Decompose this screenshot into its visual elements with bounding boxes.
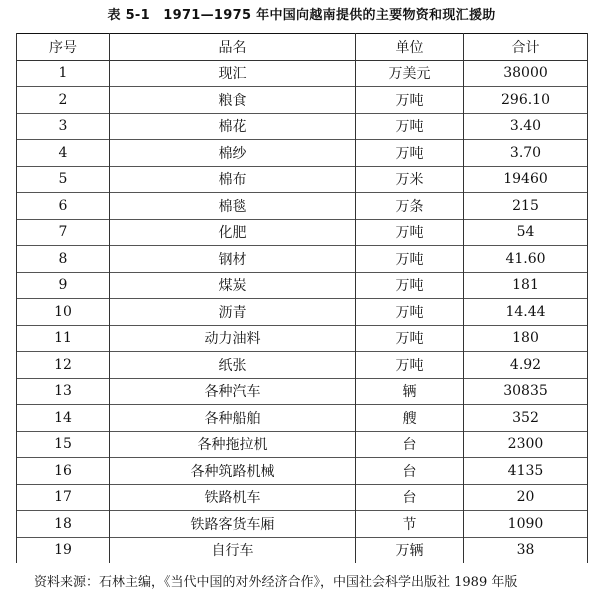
cell-index: 16 bbox=[17, 458, 110, 485]
table-row bbox=[17, 166, 588, 193]
cell-item-name: 动力油料 bbox=[110, 325, 356, 352]
cell-total: 181 bbox=[464, 272, 588, 299]
cell-item-name: 沥青 bbox=[110, 299, 356, 326]
cell-unit: 万辆 bbox=[356, 537, 464, 563]
cell-item-name: 钢材 bbox=[110, 246, 356, 273]
cell-item-name: 棉布 bbox=[110, 166, 356, 193]
table-row bbox=[17, 299, 588, 326]
cell-item-name: 各种筑路机械 bbox=[110, 458, 356, 485]
cell-unit: 万米 bbox=[356, 166, 464, 193]
source-footnote: 资料来源：石林主编，《当代中国的对外经济合作》，中国社会科学出版社 1989 年版 bbox=[34, 575, 518, 590]
cell-unit: 万吨 bbox=[356, 325, 464, 352]
table-row bbox=[17, 193, 588, 220]
table-row bbox=[17, 113, 588, 140]
cell-unit: 万吨 bbox=[356, 140, 464, 167]
header-item-name: 品名 bbox=[110, 34, 356, 61]
cell-unit: 万吨 bbox=[356, 272, 464, 299]
cell-index: 12 bbox=[17, 352, 110, 379]
cell-index: 1 bbox=[17, 60, 110, 87]
cell-index: 6 bbox=[17, 193, 110, 220]
cell-total: 38 bbox=[464, 537, 588, 563]
cell-index: 2 bbox=[17, 87, 110, 114]
cell-index: 8 bbox=[17, 246, 110, 273]
cell-index: 13 bbox=[17, 378, 110, 405]
cell-index: 7 bbox=[17, 219, 110, 246]
cell-unit: 万吨 bbox=[356, 246, 464, 273]
cell-total: 4135 bbox=[464, 458, 588, 485]
cell-index: 18 bbox=[17, 511, 110, 538]
table-header-row bbox=[17, 34, 588, 61]
cell-unit: 艘 bbox=[356, 405, 464, 432]
table-row bbox=[17, 219, 588, 246]
table-row bbox=[17, 140, 588, 167]
cell-index: 19 bbox=[17, 537, 110, 563]
table-row bbox=[17, 325, 588, 352]
table-row bbox=[17, 484, 588, 511]
cell-unit: 台 bbox=[356, 431, 464, 458]
cell-unit: 辆 bbox=[356, 378, 464, 405]
cell-total: 41.60 bbox=[464, 246, 588, 273]
cell-index: 15 bbox=[17, 431, 110, 458]
cell-item-name: 粮食 bbox=[110, 87, 356, 114]
cell-total: 30835 bbox=[464, 378, 588, 405]
cell-total: 19460 bbox=[464, 166, 588, 193]
table-row bbox=[17, 511, 588, 538]
cell-item-name: 自行车 bbox=[110, 537, 356, 563]
cell-total: 296.10 bbox=[464, 87, 588, 114]
table-row bbox=[17, 246, 588, 273]
table-row bbox=[17, 87, 588, 114]
cell-index: 3 bbox=[17, 113, 110, 140]
cell-total: 20 bbox=[464, 484, 588, 511]
cell-unit: 节 bbox=[356, 511, 464, 538]
cell-total: 1090 bbox=[464, 511, 588, 538]
cell-total: 4.92 bbox=[464, 352, 588, 379]
cell-item-name: 铁路机车 bbox=[110, 484, 356, 511]
cell-total: 180 bbox=[464, 325, 588, 352]
cell-unit: 万吨 bbox=[356, 87, 464, 114]
cell-total: 215 bbox=[464, 193, 588, 220]
cell-unit: 台 bbox=[356, 458, 464, 485]
cell-index: 9 bbox=[17, 272, 110, 299]
table-row bbox=[17, 458, 588, 485]
cell-item-name: 各种拖拉机 bbox=[110, 431, 356, 458]
cell-unit: 万吨 bbox=[356, 299, 464, 326]
header-total: 合计 bbox=[464, 34, 588, 61]
cell-unit: 台 bbox=[356, 484, 464, 511]
cell-total: 3.70 bbox=[464, 140, 588, 167]
cell-item-name: 各种汽车 bbox=[110, 378, 356, 405]
cell-total: 3.40 bbox=[464, 113, 588, 140]
header-index: 序号 bbox=[17, 34, 110, 61]
cell-unit: 万条 bbox=[356, 193, 464, 220]
cell-total: 2300 bbox=[464, 431, 588, 458]
cell-total: 352 bbox=[464, 405, 588, 432]
cell-total: 14.44 bbox=[464, 299, 588, 326]
table-row bbox=[17, 272, 588, 299]
cell-total: 54 bbox=[464, 219, 588, 246]
table-title: 表 5-1 1971—1975 年中国向越南提供的主要物资和现汇援助 bbox=[107, 8, 496, 23]
table-row bbox=[17, 537, 588, 563]
cell-unit: 万吨 bbox=[356, 219, 464, 246]
cell-index: 10 bbox=[17, 299, 110, 326]
cell-item-name: 棉毯 bbox=[110, 193, 356, 220]
cell-total: 38000 bbox=[464, 60, 588, 87]
cell-item-name: 棉纱 bbox=[110, 140, 356, 167]
cell-item-name: 铁路客货车厢 bbox=[110, 511, 356, 538]
table-row bbox=[17, 352, 588, 379]
header-unit: 单位 bbox=[356, 34, 464, 61]
cell-unit: 万吨 bbox=[356, 352, 464, 379]
cell-item-name: 化肥 bbox=[110, 219, 356, 246]
table-row bbox=[17, 405, 588, 432]
cell-unit: 万美元 bbox=[356, 60, 464, 87]
cell-index: 5 bbox=[17, 166, 110, 193]
cell-item-name: 煤炭 bbox=[110, 272, 356, 299]
table-row bbox=[17, 431, 588, 458]
cell-item-name: 棉花 bbox=[110, 113, 356, 140]
cell-index: 11 bbox=[17, 325, 110, 352]
cell-item-name: 纸张 bbox=[110, 352, 356, 379]
table-row bbox=[17, 378, 588, 405]
cell-index: 17 bbox=[17, 484, 110, 511]
aid-table bbox=[16, 33, 588, 563]
cell-index: 4 bbox=[17, 140, 110, 167]
table-row bbox=[17, 60, 588, 87]
cell-item-name: 现汇 bbox=[110, 60, 356, 87]
cell-unit: 万吨 bbox=[356, 113, 464, 140]
cell-index: 14 bbox=[17, 405, 110, 432]
cell-item-name: 各种船舶 bbox=[110, 405, 356, 432]
